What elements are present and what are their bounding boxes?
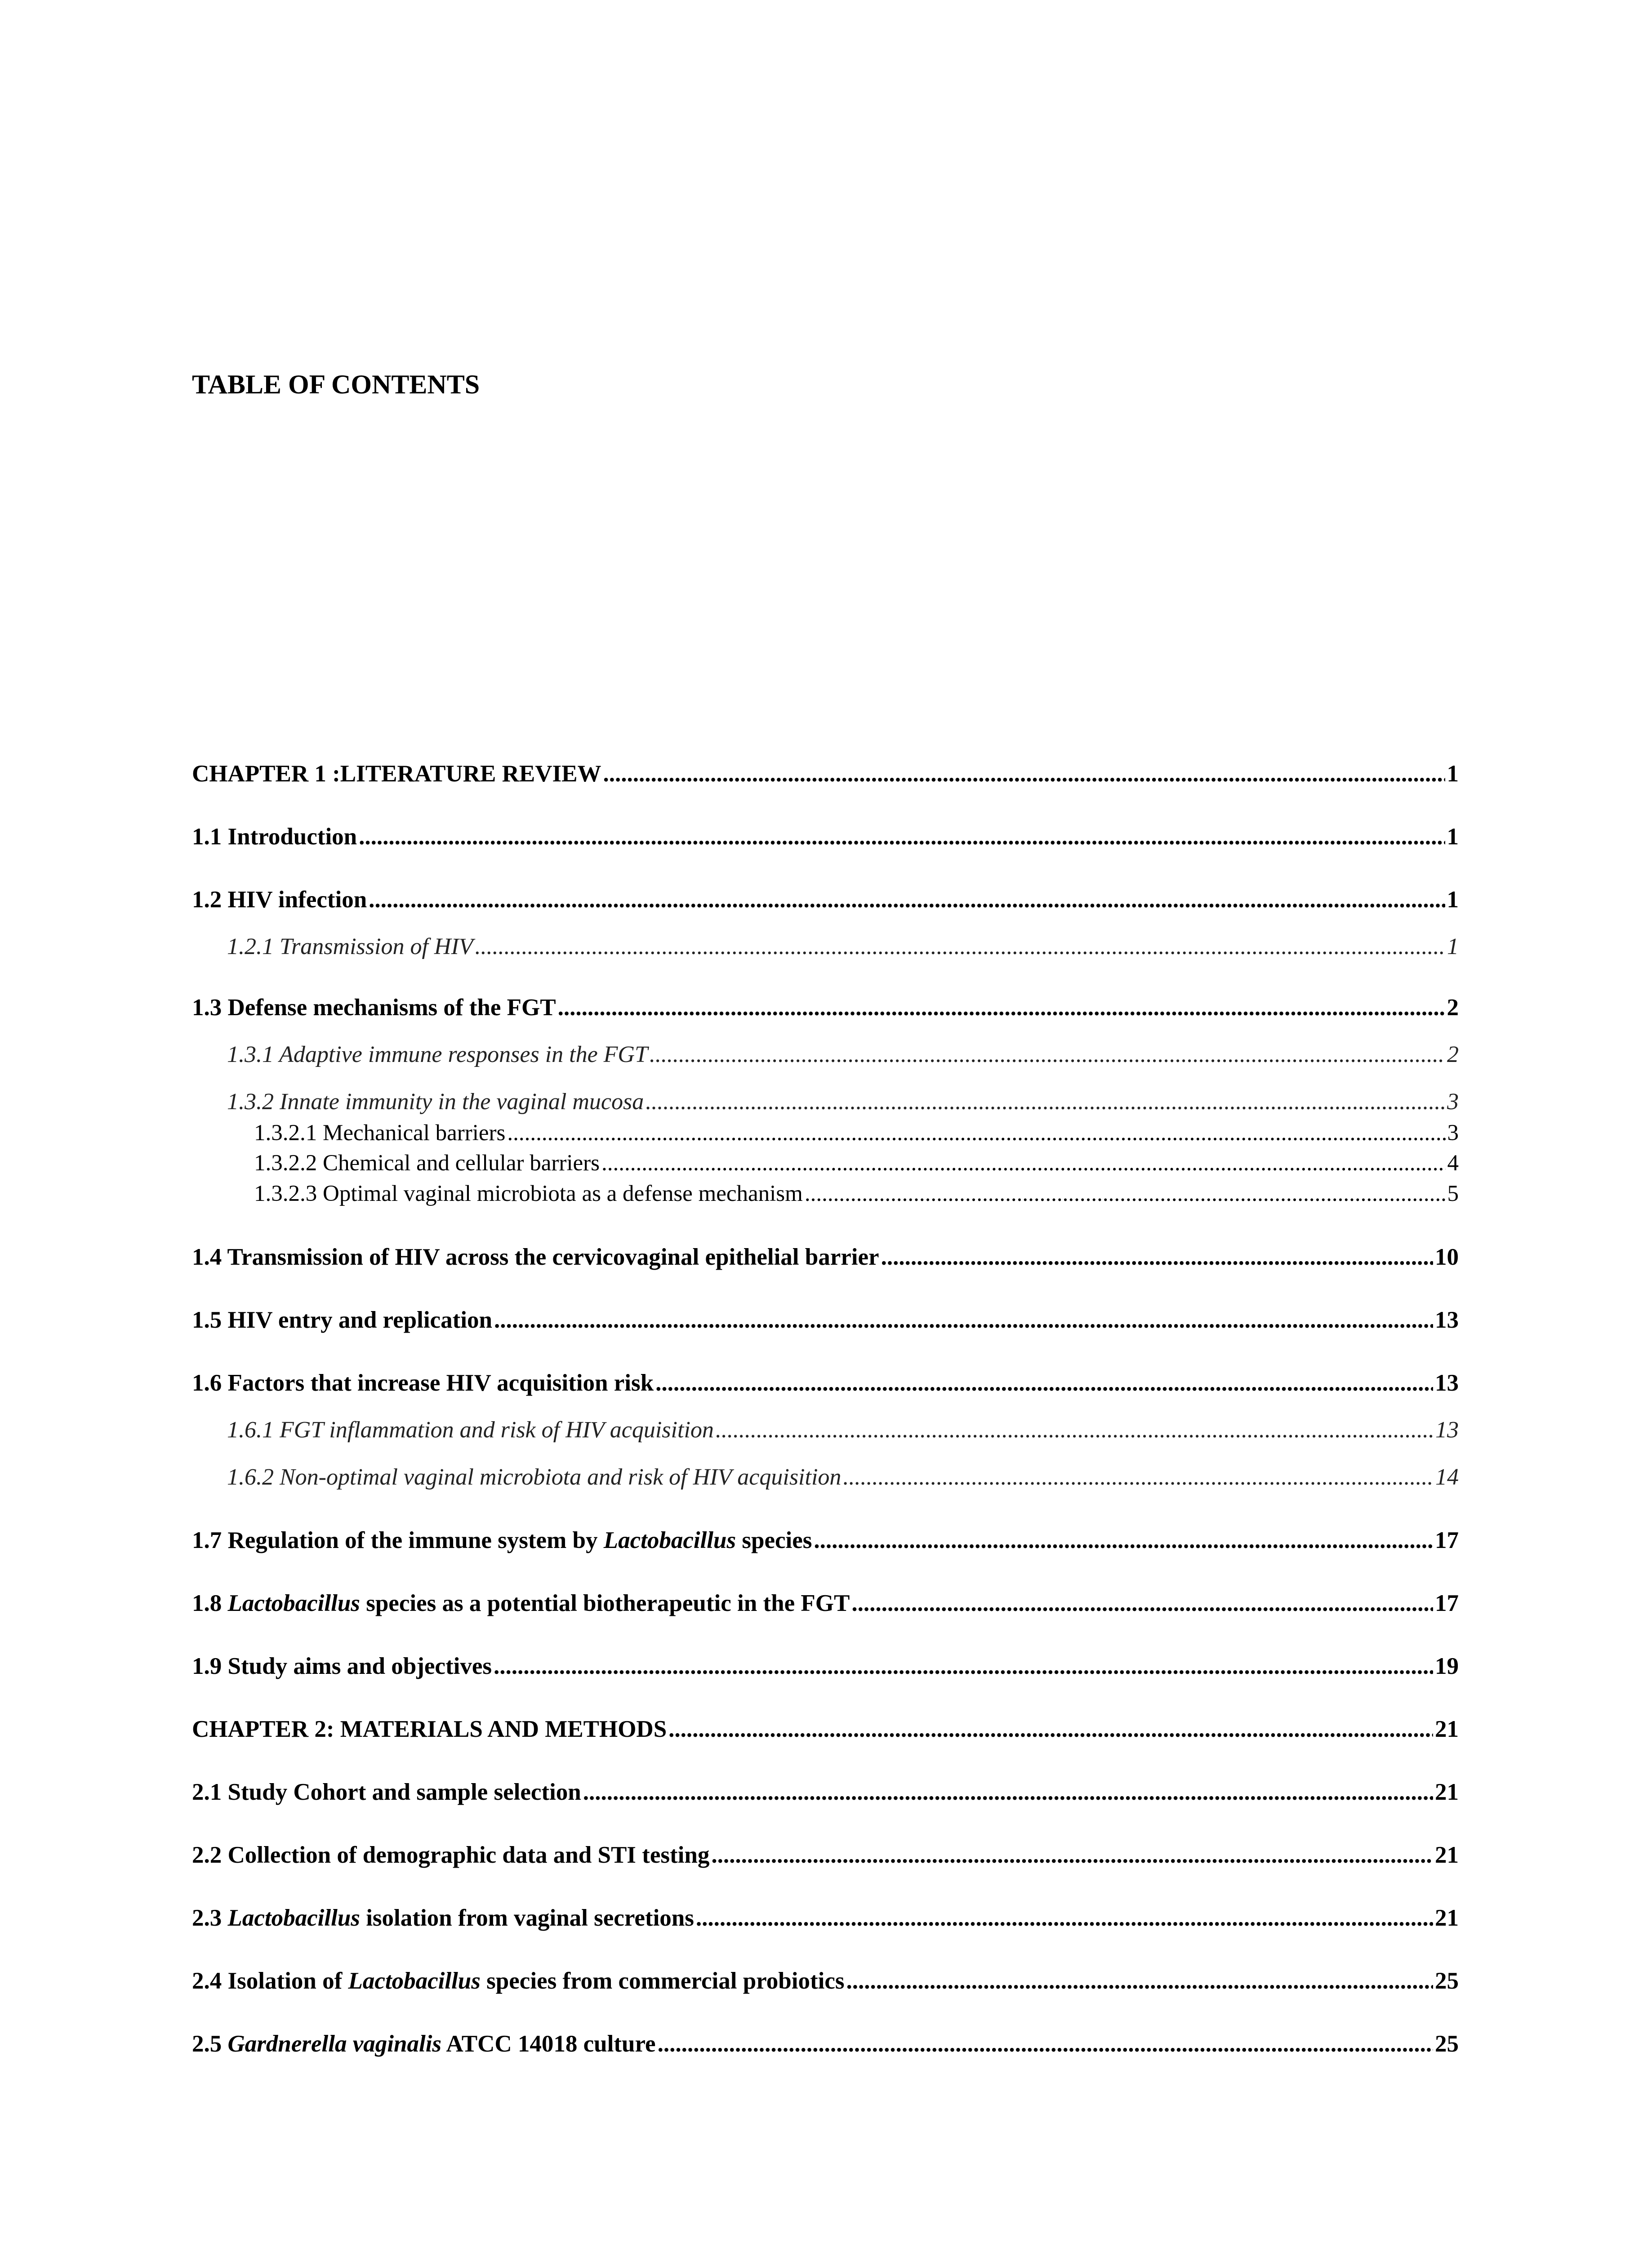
- toc-label-text: ATCC 14018 culture: [441, 2031, 656, 2057]
- toc-entry-label: [227, 1418, 714, 1442]
- page-number: 19: [1435, 1653, 1459, 1679]
- toc-entry-label: [192, 1245, 879, 1269]
- page-number: 17: [1435, 1590, 1459, 1616]
- toc-entry-label: [192, 1655, 492, 1678]
- toc-label-text: 2.5: [192, 2031, 228, 2057]
- toc-entry[interactable]: [192, 1371, 1459, 1395]
- page-number: 3: [1447, 1089, 1459, 1115]
- dot-leader: [851, 1592, 1433, 1615]
- dot-leader: [507, 1122, 1445, 1145]
- page-number: 1: [1447, 761, 1459, 787]
- dot-leader: [846, 1969, 1433, 1993]
- toc-entry[interactable]: [192, 825, 1459, 849]
- toc-label-italic: Lactobacillus: [227, 1905, 360, 1931]
- dot-leader: [494, 1655, 1433, 1678]
- page-number: 13: [1435, 1307, 1459, 1333]
- toc-entry[interactable]: [192, 996, 1459, 1020]
- toc-label-text: 2.1 Study Cohort and sample selection: [192, 1779, 581, 1805]
- page-number: 14: [1435, 1464, 1459, 1490]
- toc-entry-label: [192, 762, 601, 786]
- toc-entry[interactable]: [254, 1122, 1459, 1145]
- toc-entry[interactable]: [192, 1245, 1459, 1269]
- dot-leader: [716, 1418, 1434, 1442]
- page-number: 13: [1435, 1370, 1459, 1396]
- toc-entry[interactable]: [227, 1090, 1459, 1114]
- toc-entry[interactable]: [192, 1780, 1459, 1804]
- toc-label-italic: Lactobacillus: [348, 1968, 481, 1994]
- toc-entry[interactable]: [192, 762, 1459, 786]
- toc-label-text: 2.4 Isolation of: [192, 1968, 348, 1994]
- toc-entry-label: [192, 1969, 844, 1993]
- page-number: 5: [1447, 1181, 1459, 1206]
- toc-entry-label: [192, 1906, 694, 1930]
- toc-entry[interactable]: [227, 935, 1459, 959]
- dot-leader: [655, 1371, 1433, 1395]
- dot-leader: [494, 1308, 1433, 1332]
- page-number: 21: [1435, 1842, 1459, 1868]
- toc-label-text: species: [736, 1527, 812, 1553]
- toc-label-text: 1.2 HIV infection: [192, 887, 367, 913]
- toc-entry-label: [227, 1043, 648, 1066]
- toc-label-text: 1.3.2.1 Mechanical barriers: [254, 1120, 506, 1146]
- page-number: 1: [1447, 887, 1459, 913]
- toc-label-italic: Lactobacillus: [227, 1590, 360, 1616]
- toc-label-text: 1.3.2 Innate immunity in the vaginal mucosa: [227, 1089, 644, 1115]
- toc-label-text: 1.8: [192, 1590, 228, 1616]
- toc-label-text: 1.6 Factors that increase HIV acquisition risk: [192, 1370, 654, 1396]
- toc-entry-label: [192, 1843, 709, 1867]
- page-number: 25: [1435, 1968, 1459, 1994]
- toc-entry-label: [254, 1152, 600, 1175]
- toc-entry[interactable]: [192, 888, 1459, 912]
- page-number: 25: [1435, 2031, 1459, 2057]
- page-number: 17: [1435, 1527, 1459, 1553]
- toc-label-text: 1.3.2.3 Optimal vaginal microbiota as a defense mechanism: [254, 1181, 803, 1206]
- toc-entry-label: [192, 1717, 667, 1741]
- toc-label-text: 2.2 Collection of demographic data and STI testing: [192, 1842, 710, 1868]
- toc-entry-label: [227, 1090, 644, 1114]
- toc-label-text: 1.1 Introduction: [192, 824, 357, 850]
- toc-entry[interactable]: [192, 1906, 1459, 1930]
- dot-leader: [805, 1182, 1446, 1205]
- page-number: 2: [1447, 995, 1459, 1021]
- toc-entry-label: [192, 825, 357, 849]
- dot-leader: [359, 825, 1445, 849]
- toc-entry-label: [254, 1182, 803, 1205]
- toc-label-text: 1.3.2.2 Chemical and cellular barriers: [254, 1151, 600, 1176]
- toc-label-italic: Gardnerella vaginalis: [227, 2031, 442, 2057]
- dot-leader: [814, 1529, 1433, 1552]
- dot-leader: [646, 1090, 1445, 1114]
- toc-entry[interactable]: [192, 1717, 1459, 1741]
- toc-entry[interactable]: [192, 1843, 1459, 1867]
- page-number: 3: [1447, 1120, 1459, 1146]
- dot-leader: [696, 1906, 1433, 1930]
- toc-entry-label: [192, 1529, 812, 1552]
- toc-entry-label: [227, 1466, 841, 1489]
- toc-entry[interactable]: [192, 1655, 1459, 1678]
- toc-entry-label: [192, 996, 556, 1020]
- dot-leader: [650, 1043, 1445, 1066]
- page-number: 4: [1447, 1151, 1459, 1176]
- page-number: 21: [1435, 1905, 1459, 1931]
- toc-entry-label: [192, 1308, 492, 1332]
- dot-leader: [711, 1843, 1433, 1867]
- page-number: 1: [1447, 934, 1459, 959]
- toc-label-text: species from commercial probiotics: [480, 1968, 845, 1994]
- dot-leader: [583, 1780, 1433, 1804]
- toc-label-text: 1.3 Defense mechanisms of the FGT: [192, 995, 556, 1021]
- toc-entry[interactable]: [192, 1529, 1459, 1552]
- toc-entry[interactable]: [192, 1592, 1459, 1615]
- page-number: 2: [1447, 1042, 1459, 1067]
- dot-leader: [369, 888, 1445, 912]
- toc-label-text: 1.3.1 Adaptive immune responses in the FGT: [227, 1042, 648, 1067]
- toc-entry[interactable]: [227, 1466, 1459, 1489]
- toc-label-italic: Lactobacillus: [603, 1527, 736, 1553]
- page-number: 10: [1435, 1244, 1459, 1270]
- toc-label-text: 1.4 Transmission of HIV across the cervicovaginal epithelial barrier: [192, 1244, 879, 1270]
- toc-label-text: 2.3: [192, 1905, 228, 1931]
- toc-label-text: 1.6.1 FGT inflammation and risk of HIV acquisition: [227, 1417, 714, 1443]
- dot-leader: [558, 996, 1445, 1020]
- toc-entry-label: [192, 1592, 850, 1615]
- dot-leader: [843, 1466, 1434, 1489]
- page-title: TABLE OF CONTENTS: [192, 370, 480, 399]
- toc-entry[interactable]: [192, 1969, 1459, 1993]
- toc-entry[interactable]: [254, 1152, 1459, 1175]
- toc-entry-label: [192, 888, 367, 912]
- toc-entry[interactable]: [254, 1182, 1459, 1205]
- toc-entry[interactable]: [192, 1308, 1459, 1332]
- dot-leader: [658, 2032, 1433, 2056]
- dot-leader: [475, 935, 1445, 959]
- toc-entry[interactable]: [227, 1418, 1459, 1442]
- toc-entry-label: [192, 1371, 654, 1395]
- toc-label-text: 1.2.1 Transmission of HIV: [227, 934, 473, 959]
- page-number: 21: [1435, 1716, 1459, 1742]
- page-number: 21: [1435, 1779, 1459, 1805]
- toc-entry-label: [227, 935, 473, 959]
- toc-label-text: isolation from vaginal secretions: [360, 1905, 694, 1931]
- dot-leader: [881, 1245, 1433, 1269]
- toc-label-text: CHAPTER 2: MATERIALS AND METHODS: [192, 1716, 667, 1742]
- toc-entry-label: [192, 1780, 581, 1804]
- toc-label-text: 1.5 HIV entry and replication: [192, 1307, 492, 1333]
- dot-leader: [601, 1152, 1446, 1175]
- toc-label-text: species as a potential biotherapeutic in the FGT: [360, 1590, 850, 1616]
- toc-label-text: 1.6.2 Non-optimal vaginal microbiota and risk of HIV acquisition: [227, 1464, 842, 1490]
- toc-label-text: 1.9 Study aims and objectives: [192, 1653, 492, 1679]
- page-number: 13: [1435, 1417, 1459, 1443]
- toc-label-text: CHAPTER 1 :LITERATURE REVIEW: [192, 761, 601, 787]
- toc-entry[interactable]: [227, 1043, 1459, 1066]
- toc-entry[interactable]: [192, 2032, 1459, 2056]
- toc-entry-label: [254, 1122, 505, 1145]
- page-number: 1: [1447, 824, 1459, 850]
- toc-label-text: 1.7 Regulation of the immune system by: [192, 1527, 604, 1553]
- toc-entry-label: [192, 2032, 656, 2056]
- dot-leader: [603, 762, 1445, 786]
- dot-leader: [668, 1717, 1433, 1741]
